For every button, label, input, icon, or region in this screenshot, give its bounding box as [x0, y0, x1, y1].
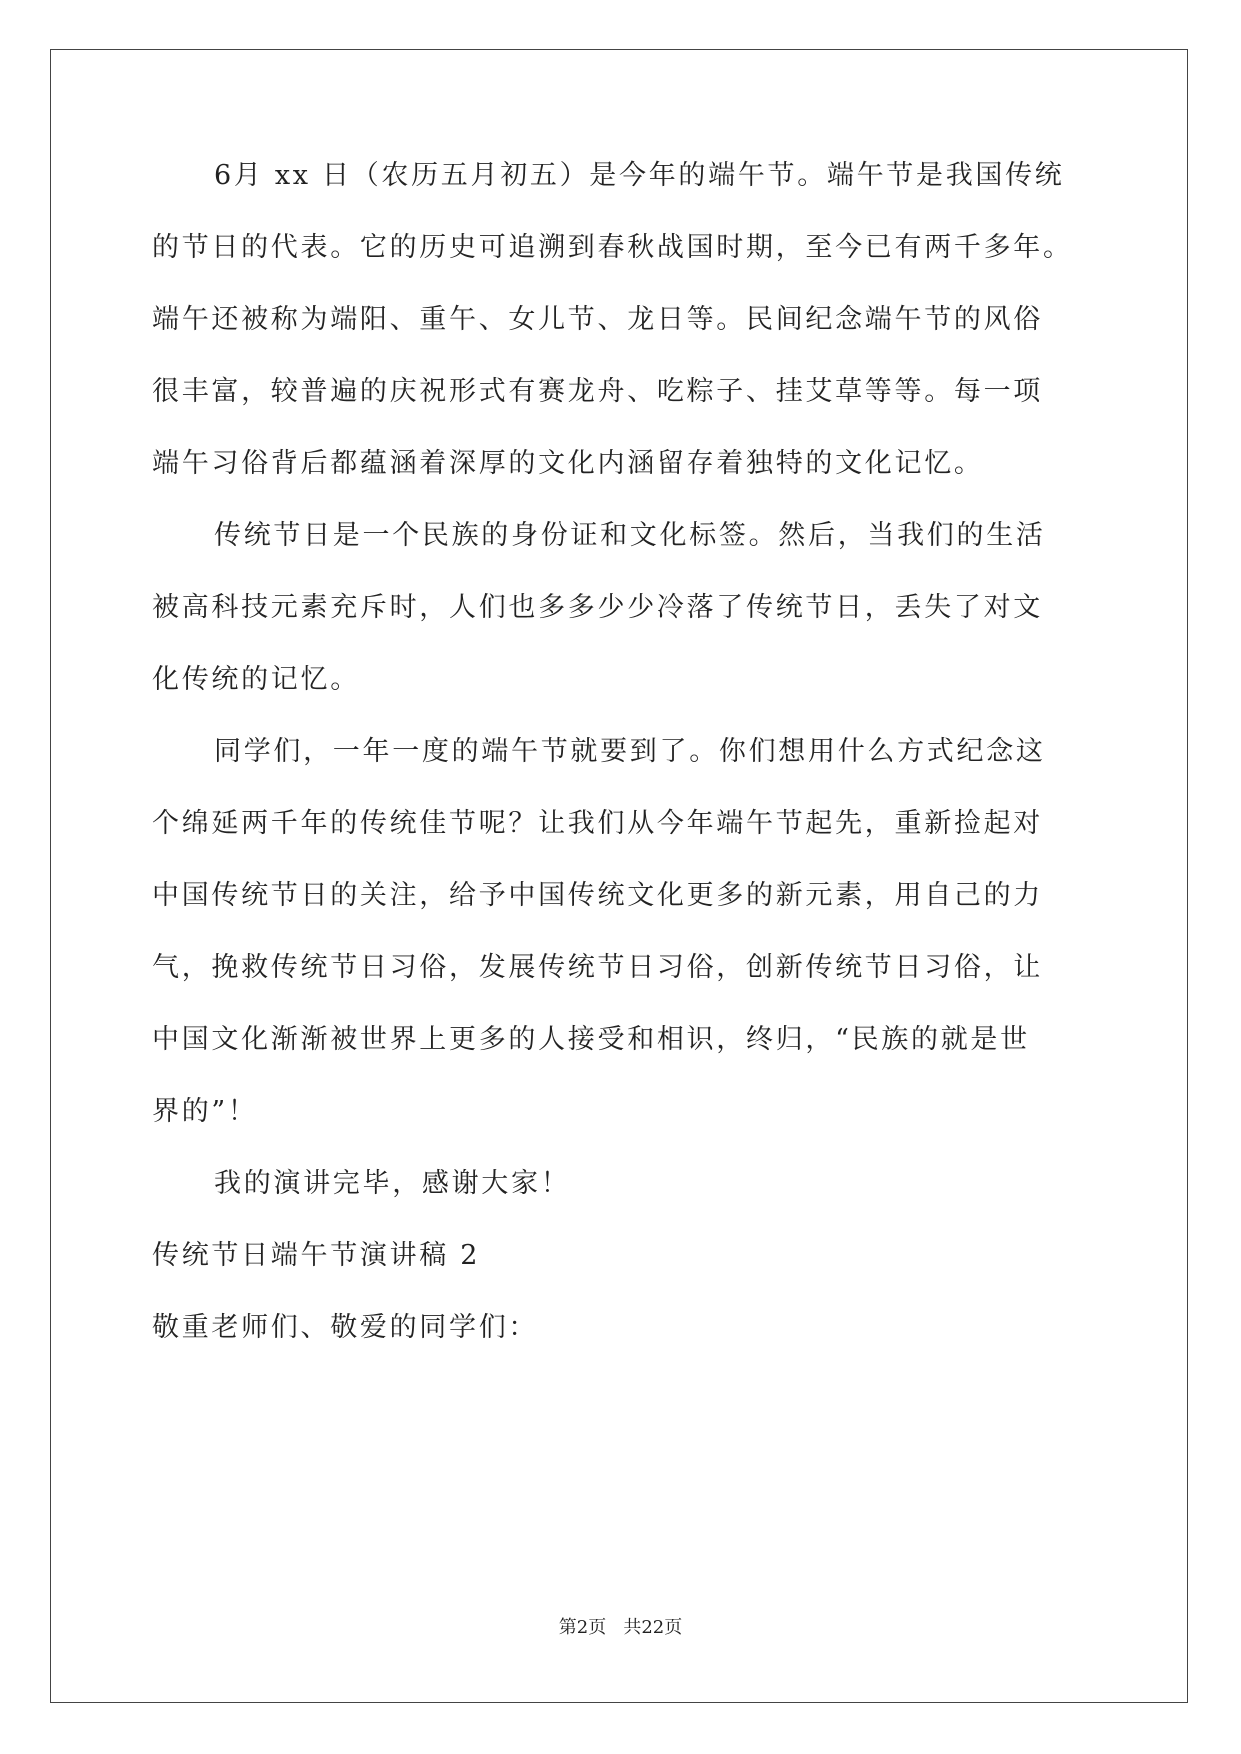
paragraph-line: 端午习俗背后都蕴涵着深厚的文化内涵留存着独特的文化记忆。	[152, 448, 984, 479]
page-suffix: 页	[588, 1617, 607, 1638]
salutation: 敬重老师们、敬爱的同学们：	[152, 1312, 539, 1343]
paragraph-line: 被高科技元素充斥时，人们也多多少少冷落了传统节日，丢失了对文	[152, 592, 1043, 623]
paragraph-line: 同学们，一年一度的端午节就要到了。你们想用什么方式纪念这	[214, 736, 1046, 767]
paragraph-line: 中国传统节日的关注，给予中国传统文化更多的新元素，用自己的力	[152, 880, 1043, 911]
paragraph-line: 气，挽救传统节日习俗，发展传统节日习俗，创新传统节日习俗，让	[152, 952, 1043, 983]
paragraph-line: 端午还被称为端阳、重午、女儿节、龙日等。民间纪念端午节的风俗	[152, 304, 1043, 335]
page-footer	[0, 1616, 1241, 1640]
page-number: 2	[576, 1617, 589, 1638]
paragraph-line: 界的”！	[152, 1096, 258, 1127]
total-pages: 22	[641, 1617, 665, 1638]
total-prefix: 共	[623, 1617, 642, 1638]
closing-line: 我的演讲完毕，感谢大家！	[214, 1168, 571, 1199]
paragraph-line: 化传统的记忆。	[152, 664, 360, 695]
paragraph-line: 很丰富，较普遍的庆祝形式有赛龙舟、吃粽子、挂艾草等等。每一项	[152, 376, 1043, 407]
page-prefix: 第	[558, 1617, 577, 1638]
paragraph-line: 的节日的代表。它的历史可追溯到春秋战国时期，至今已有两千多年。	[152, 232, 1073, 263]
paragraph-line: 中国文化渐渐被世界上更多的人接受和相识，终归，“民族的就是世	[152, 1024, 1030, 1055]
section-title: 传统节日端午节演讲稿 2	[152, 1240, 481, 1271]
paragraph-line: 传统节日是一个民族的身份证和文化标签。然后，当我们的生活	[214, 520, 1046, 551]
paragraph-line: 个绵延两千年的传统佳节呢？让我们从今年端午节起先，重新捡起对	[152, 808, 1043, 839]
paragraph-line: 6月 xx 日（农历五月初五）是今年的端午节。端午节是我国传统	[214, 160, 1065, 191]
total-suffix: 页	[664, 1617, 683, 1638]
